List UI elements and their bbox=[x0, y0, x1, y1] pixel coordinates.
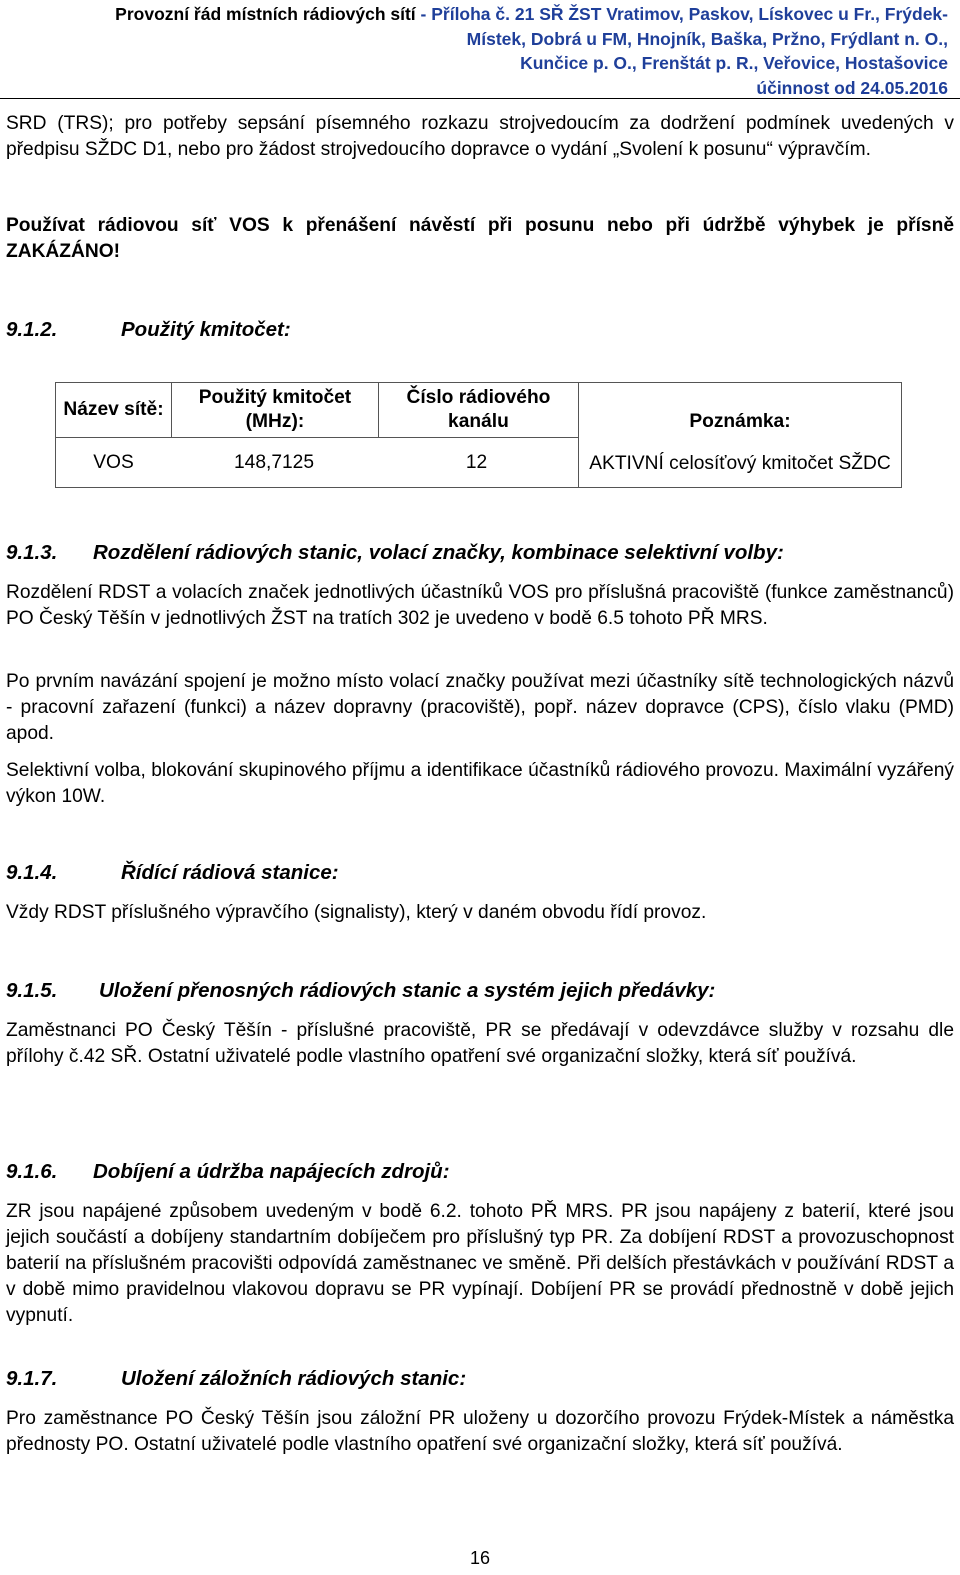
note-header-label: Poznámka: bbox=[689, 410, 791, 432]
frequency-table bbox=[55, 382, 902, 488]
cell-frequency: 148,7125 bbox=[233, 451, 315, 473]
s916-paragraph-1: ZR jsou napájené způsobem uvedeným v bodě 6.2. tohoto PŘ MRS. PR jsou napájeny z baterií, které jsou jejich součástí a dobíjeny standartním dobíječem pro příslušný typ PR. Za dobíjení RDST a provozuschopnost baterií na příslušném pracovišti odpovídá zaměstnanec ve směně. Při delších přestávkách v používání RDST a v době mimo pravidelnou vlakovou dopravu se PR vypínají. Dobíjení PR se provádí přednostně v době jejich vypnutí. bbox=[6, 1201, 954, 1326]
header-rule bbox=[0, 98, 960, 99]
section-title: Dobíjení a údržba napájecích zdrojů: bbox=[93, 1160, 450, 1183]
header-line-3: Kunčice p. O., Frenštát p. R., Veřovice, Hostašovice bbox=[520, 53, 948, 73]
section-9-1-4-heading bbox=[6, 861, 339, 885]
s913-paragraph-1: Rozdělení RDST a volacích značek jednotlivých účastníků VOS pro příslušná pracoviště (funkce zaměstnanců) PO Český Těšín v jednotlivých ŽST na tratích 302 je uvedeno v bodě 6.5 tohoto PŘ MRS. bbox=[6, 582, 954, 629]
cell-channel: 12 bbox=[465, 451, 488, 473]
section-title: Použitý kmitočet: bbox=[121, 318, 291, 341]
page-number: 16 bbox=[469, 1548, 491, 1568]
col-header-note bbox=[578, 383, 901, 488]
section-number: 9.1.2. bbox=[6, 318, 58, 341]
s913-paragraph-3: Selektivní volba, blokování skupinového příjmu a identifikace účastníků rádiového provozu. Maximální vyzářený výkon 10W. bbox=[6, 760, 954, 807]
cell-network-name: VOS bbox=[93, 451, 134, 473]
section-number: 9.1.4. bbox=[6, 861, 58, 884]
s915-paragraph-1: Zaměstnanci PO Český Těšín - příslušné pracoviště, PR se předávají v odevzdávce služby v rozsahu dle přílohy č.42 SŘ. Ostatní uživatelé podle vlastního opatření své organizační složky, která síť používá. bbox=[6, 1020, 954, 1067]
section-9-1-7-heading bbox=[6, 1367, 466, 1391]
header-effective-date: účinnost od 24.05.2016 bbox=[756, 77, 948, 98]
section-number: 9.1.6. bbox=[6, 1160, 58, 1183]
s917-paragraph-1: Pro zaměstnance PO Český Těšín jsou záložní PR uloženy u dozorčího provozu Frýdek-Místek a náměstka přednosty PO. Ostatní uživatelé podle vlastního opatření své organizační složky, která síť používá. bbox=[6, 1408, 954, 1455]
header-line-2: Místek, Dobrá u FM, Hnojník, Baška, Pržno, Frýdlant n. O., bbox=[466, 28, 948, 49]
note-value: AKTIVNÍ celosíťový kmitočet SŽDC bbox=[589, 452, 891, 474]
s914-paragraph-1: Vždy RDST příslušného výpravčího (signalisty), který v daném obvodu řídí provoz. bbox=[6, 902, 707, 923]
table-row bbox=[56, 438, 579, 488]
header-title: Provozní řád místních rádiových sítí bbox=[115, 4, 416, 24]
section-title: Uložení záložních rádiových stanic: bbox=[121, 1367, 467, 1390]
header-line-1-rest: - Příloha č. 21 SŘ ŽST Vratimov, Paskov, Lískovec u Fr., Frýdek- bbox=[415, 4, 948, 24]
section-title: Rozdělení rádiových stanic, volací značky, kombinace selektivní volby: bbox=[93, 541, 784, 564]
col-header-frequency: Použitý kmitočet (MHz): bbox=[171, 383, 378, 438]
section-9-1-6-heading bbox=[6, 1160, 450, 1184]
header-line-1 bbox=[115, 2, 948, 27]
intro-paragraph-1: SRD (TRS); pro potřeby sepsání písemného rozkazu strojvedoucím za dodržení podmínek uvedených v předpisu SŽDC D1, nebo pro žádost strojvedoucího dopravce o vydání „Svolení k posunu“ výpravčím. bbox=[6, 113, 954, 160]
col-header-channel: Číslo rádiového kanálu bbox=[378, 383, 578, 438]
col-header-network-name: Název sítě: bbox=[56, 383, 172, 438]
section-9-1-2-heading bbox=[6, 318, 291, 342]
section-title: Řídící rádiová stanice: bbox=[121, 861, 339, 884]
intro-warning: Používat rádiovou síť VOS k přenášení návěstí při posunu nebo při údržbě výhybek je přísně ZAKÁZÁNO! bbox=[6, 215, 954, 262]
section-number: 9.1.5. bbox=[6, 979, 58, 1002]
s913-paragraph-2: Po prvním navázání spojení je možno místo volací značky používat mezi účastníky sítě technologických názvů - pracovní zařazení (funkci) a název dopravny (pracoviště), popř. název dopravce (CPS), číslo vlaku (PMD) apod. bbox=[6, 671, 954, 744]
section-9-1-3-heading bbox=[6, 541, 784, 565]
section-title: Uložení přenosných rádiových stanic a systém jejich předávky: bbox=[99, 979, 716, 1002]
section-9-1-5-heading bbox=[6, 979, 715, 1003]
section-number: 9.1.3. bbox=[6, 541, 58, 564]
section-number: 9.1.7. bbox=[6, 1367, 58, 1390]
